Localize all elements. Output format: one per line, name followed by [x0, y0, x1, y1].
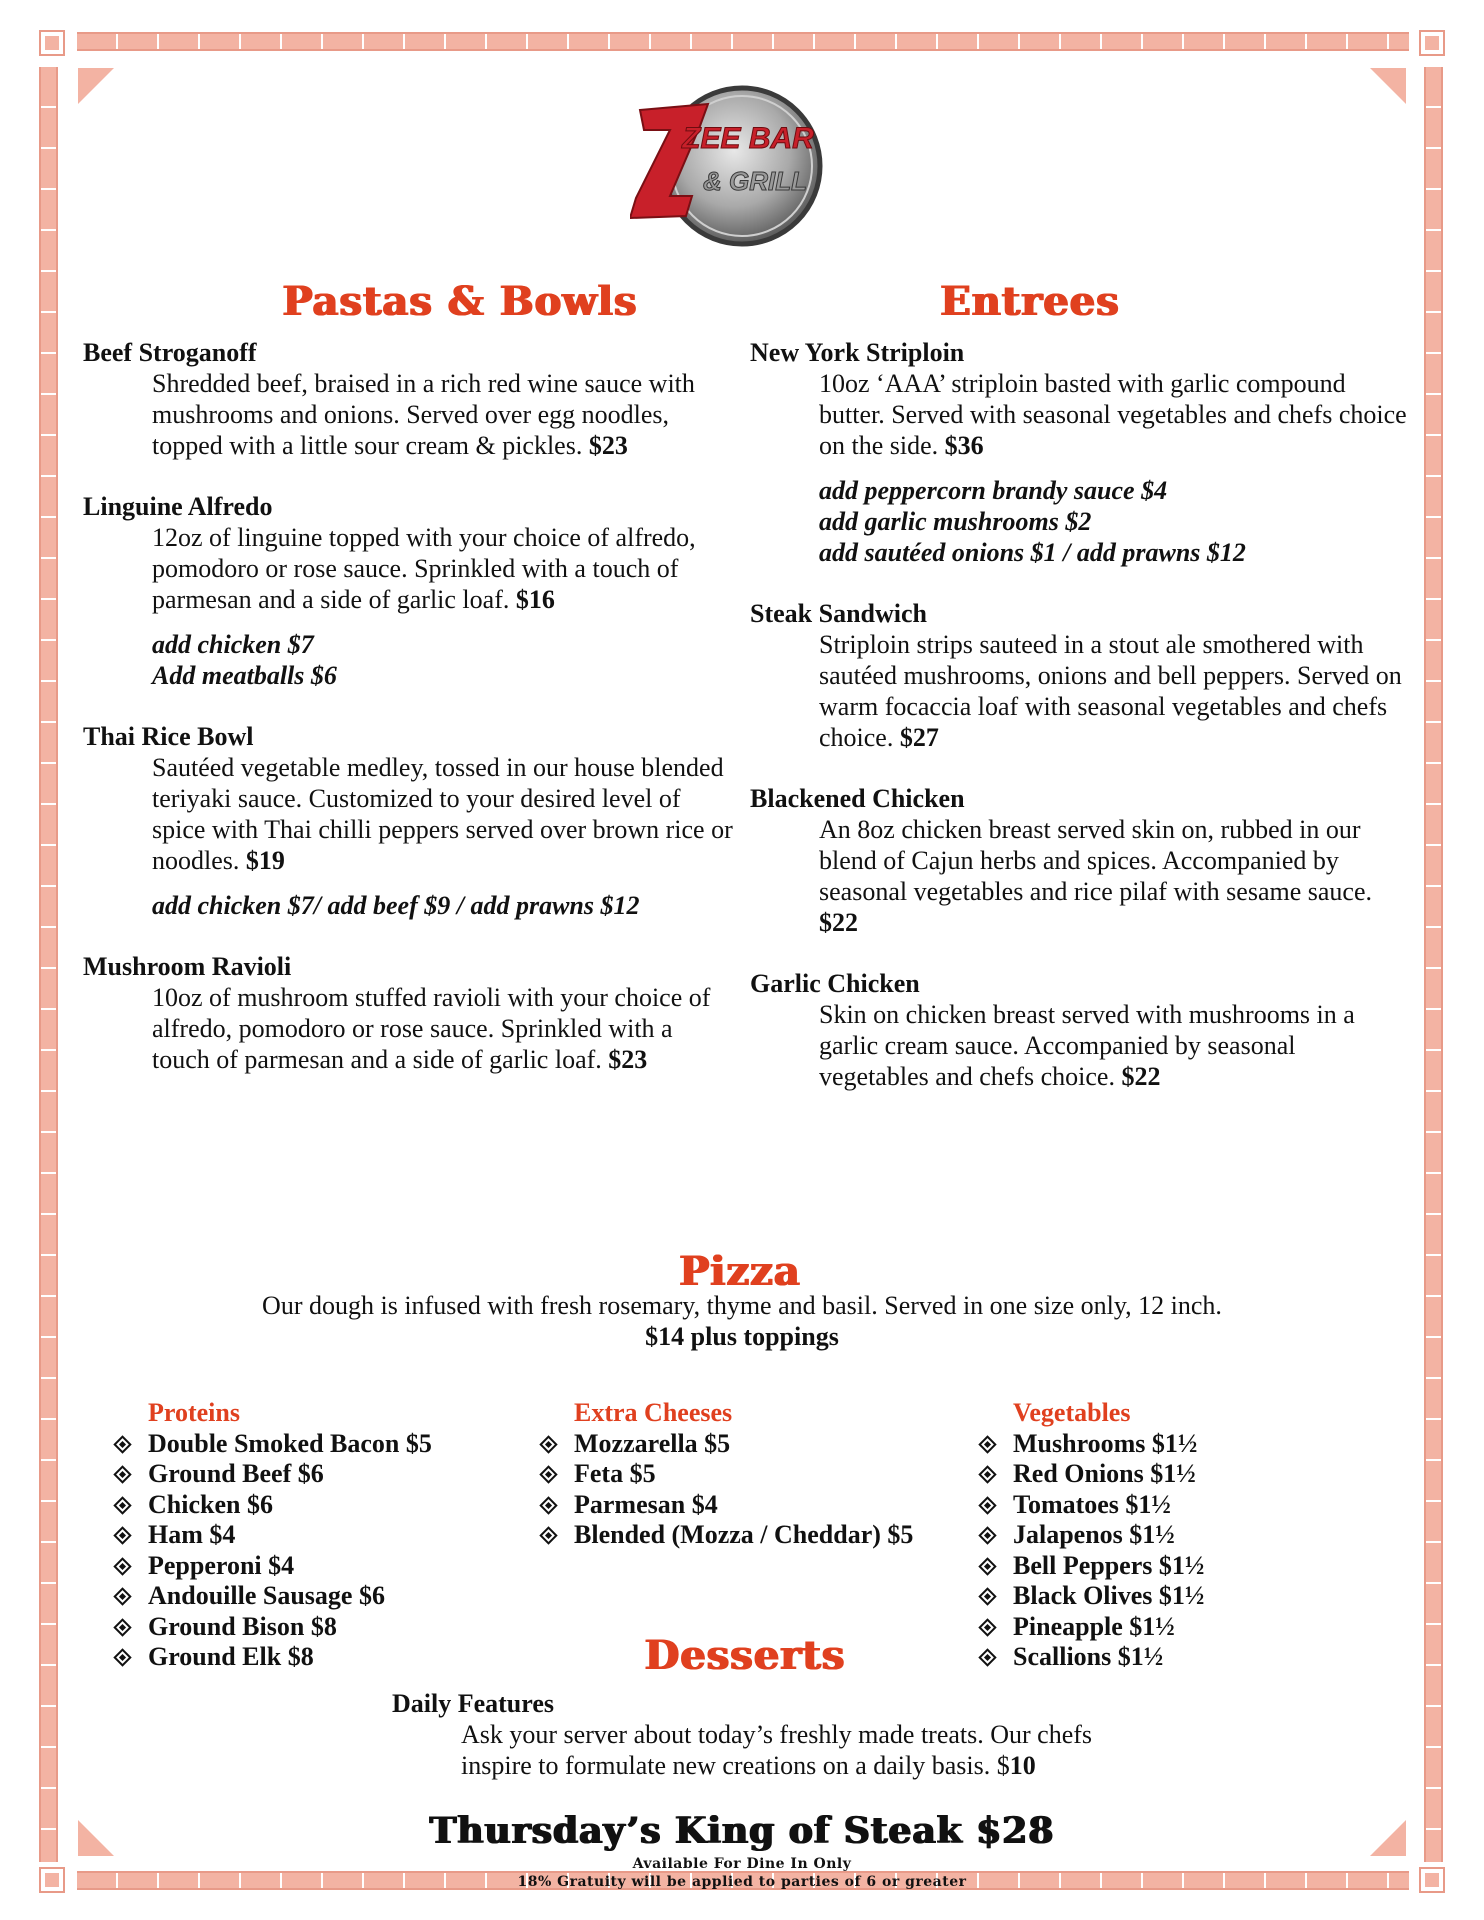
toppings-vegetables [977, 1398, 1204, 1673]
item-price: $22 [819, 908, 858, 937]
pizza-title: Pizza [679, 1248, 801, 1295]
diamond-bullet-icon [113, 1435, 131, 1453]
topping-item: Black Olives $1½ [977, 1581, 1204, 1612]
item-name: Thai Rice Bowl [83, 722, 254, 751]
item-name: Mushroom Ravioli [83, 952, 292, 981]
item-name: Blackened Chicken [750, 784, 965, 813]
topping-item: Double Smoked Bacon $5 [112, 1429, 432, 1460]
addon-option: add sautéed onions $1 / add prawns $12 [819, 538, 1246, 567]
thursday-special: Thursday’s King of Steak $28 [429, 1810, 1055, 1852]
diamond-bullet-icon [539, 1435, 557, 1453]
corner-box-br [1419, 1867, 1445, 1893]
desserts-title: Desserts [644, 1632, 846, 1679]
item-name: Steak Sandwich [750, 599, 927, 628]
topping-item: Ground Beef $6 [112, 1459, 432, 1490]
topping-item: Chicken $6 [112, 1490, 432, 1521]
logo-text-sub: & GRILL [703, 166, 807, 196]
item-price: $16 [515, 585, 555, 614]
topping-group-title: Extra Cheeses [574, 1398, 733, 1427]
dessert-name: Daily Features [392, 1689, 554, 1718]
corner-box-bl [39, 1867, 65, 1893]
diamond-bullet-icon [113, 1648, 131, 1666]
item-description: An 8oz chicken breast served skin on, rubbed in our blend of Cajun herbs and spices. Accompanied by seasonal vegetables and rice pilaf with sesame sauce. $22 [819, 815, 1372, 937]
item-price: $27 [899, 723, 939, 752]
item-name: Linguine Alfredo [83, 492, 273, 521]
topping-group-title: Proteins [148, 1398, 240, 1427]
topping-item: Red Onions $1½ [977, 1459, 1204, 1490]
diamond-bullet-icon [978, 1557, 996, 1575]
item-price: $23 [588, 431, 628, 460]
diamond-bullet-icon [978, 1465, 996, 1483]
corner-box-tr [1419, 30, 1445, 56]
corner-triangle [1370, 68, 1406, 104]
pizza-description: Our dough is infused with fresh rosemary, thyme and basil. Served in one size only, 12 inch. [262, 1291, 1222, 1320]
topping-item: Ground Bison $8 [112, 1612, 432, 1643]
menu-item [750, 968, 1410, 1092]
dine-in-note: Available For Dine In Only [632, 1856, 852, 1872]
diamond-bullet-icon [978, 1648, 996, 1666]
diamond-bullet-icon [113, 1465, 131, 1483]
item-price: $19 [245, 846, 285, 875]
diamond-bullet-icon [539, 1496, 557, 1514]
diamond-bullet-icon [113, 1618, 131, 1636]
dessert-description: Ask your server about today’s freshly made treats. Our chefs inspire to formulate new creations on a daily basis. $10 [461, 1720, 1093, 1780]
diamond-bullet-icon [113, 1496, 131, 1514]
addon-option: add garlic mushrooms $2 [819, 507, 1092, 536]
menu-item [83, 491, 733, 691]
border-right [1424, 67, 1443, 1862]
topping-item: Mozzarella $5 [538, 1429, 913, 1460]
diamond-bullet-icon [539, 1526, 557, 1544]
item-description: Sautéed vegetable medley, tossed in our house blended teriyaki sauce. Customized to your desired level of spice with Thai chilli peppers served over brown rice or noodles. $19 [152, 753, 733, 875]
diamond-bullet-icon [113, 1557, 131, 1575]
topping-item: Ham $4 [112, 1520, 432, 1551]
entrees-title: Entrees [940, 278, 1120, 325]
topping-item: Pepperoni $4 [112, 1551, 432, 1582]
topping-group-title: Vegetables [1013, 1398, 1131, 1427]
item-addons [83, 629, 733, 691]
diamond-bullet-icon [978, 1526, 996, 1544]
toppings-cheeses [538, 1398, 913, 1551]
diamond-bullet-icon [113, 1526, 131, 1544]
dessert-item [392, 1688, 1152, 1781]
diamond-bullet-icon [978, 1496, 996, 1514]
border-top [77, 32, 1409, 51]
menu-item [83, 337, 733, 461]
topping-item: Andouille Sausage $6 [112, 1581, 432, 1612]
item-name: New York Striploin [750, 338, 965, 367]
item-name: Garlic Chicken [750, 969, 920, 998]
item-description: Shredded beef, braised in a rich red wine sauce with mushrooms and onions. Served over egg noodles, topped with a little sour cream & pickles. $23 [152, 369, 695, 460]
diamond-bullet-icon [978, 1618, 996, 1636]
addon-option: add peppercorn brandy sauce $4 [819, 476, 1168, 505]
item-name: Beef Stroganoff [83, 338, 257, 367]
item-addons [83, 890, 733, 921]
gratuity-note: 18% Gratuity will be applied to parties of 6 or greater [517, 1874, 967, 1890]
pastas-title: Pastas & Bowls [282, 278, 638, 325]
menu-item [750, 337, 1410, 568]
item-price: $36 [944, 431, 984, 460]
item-price: $23 [608, 1045, 648, 1074]
corner-box-tl [39, 30, 65, 56]
item-price: $22 [1121, 1062, 1161, 1091]
menu-item [750, 598, 1410, 753]
border-left [39, 67, 58, 1862]
topping-item: Ground Elk $8 [112, 1642, 432, 1673]
topping-item: Tomatoes $1½ [977, 1490, 1204, 1521]
diamond-bullet-icon [539, 1465, 557, 1483]
item-description: 10oz ‘AAA’ striploin basted with garlic compound butter. Served with seasonal vegetables and chefs choice on the side. $36 [819, 369, 1407, 460]
item-description: Striploin strips sauteed in a stout ale smothered with sautéed mushrooms, onions and bell peppers. Served on warm focaccia loaf with seasonal vegetables and chefs choice. $27 [819, 630, 1402, 752]
pizza-intro [100, 1290, 1384, 1352]
diamond-bullet-icon [978, 1587, 996, 1605]
topping-item: Bell Peppers $1½ [977, 1551, 1204, 1582]
pizza-base-price: $14 plus toppings [645, 1322, 839, 1351]
logo-text-main: ZEE BAR [682, 122, 814, 155]
menu-item [750, 783, 1410, 938]
item-description: 10oz of mushroom stuffed ravioli with your choice of alfredo, pomodoro or rose sauce. Sprinkled with a touch of parmesan and a side of garlic loaf. $23 [152, 983, 711, 1074]
topping-item: Blended (Mozza / Cheddar) $5 [538, 1520, 913, 1551]
menu-item [83, 721, 733, 921]
topping-item: Parmesan $4 [538, 1490, 913, 1521]
diamond-bullet-icon [978, 1435, 996, 1453]
addon-option: add chicken $7 [152, 630, 314, 659]
menu-item [83, 951, 733, 1075]
entrees-column [750, 337, 1410, 1122]
topping-item: Feta $5 [538, 1459, 913, 1490]
zee-bar-logo [630, 78, 845, 248]
corner-triangle [78, 68, 114, 104]
item-description: 12oz of linguine topped with your choice of alfredo, pomodoro or rose sauce. Sprinkled with a touch of parmesan and a side of garlic loaf. $16 [152, 523, 696, 614]
topping-item: Jalapenos $1½ [977, 1520, 1204, 1551]
topping-item: Pineapple $1½ [977, 1612, 1204, 1643]
toppings-proteins [112, 1398, 432, 1673]
item-addons [750, 475, 1410, 568]
pastas-column [83, 337, 733, 1105]
topping-item: Mushrooms $1½ [977, 1429, 1204, 1460]
item-description: Skin on chicken breast served with mushrooms in a garlic cream sauce. Accompanied by seasonal vegetables and chefs choice. $22 [819, 1000, 1355, 1091]
addon-option: add chicken $7/ add beef $9 / add prawns $12 [152, 891, 640, 920]
diamond-bullet-icon [113, 1587, 131, 1605]
addon-option: Add meatballs $6 [152, 661, 337, 690]
topping-item: Scallions $1½ [977, 1642, 1204, 1673]
